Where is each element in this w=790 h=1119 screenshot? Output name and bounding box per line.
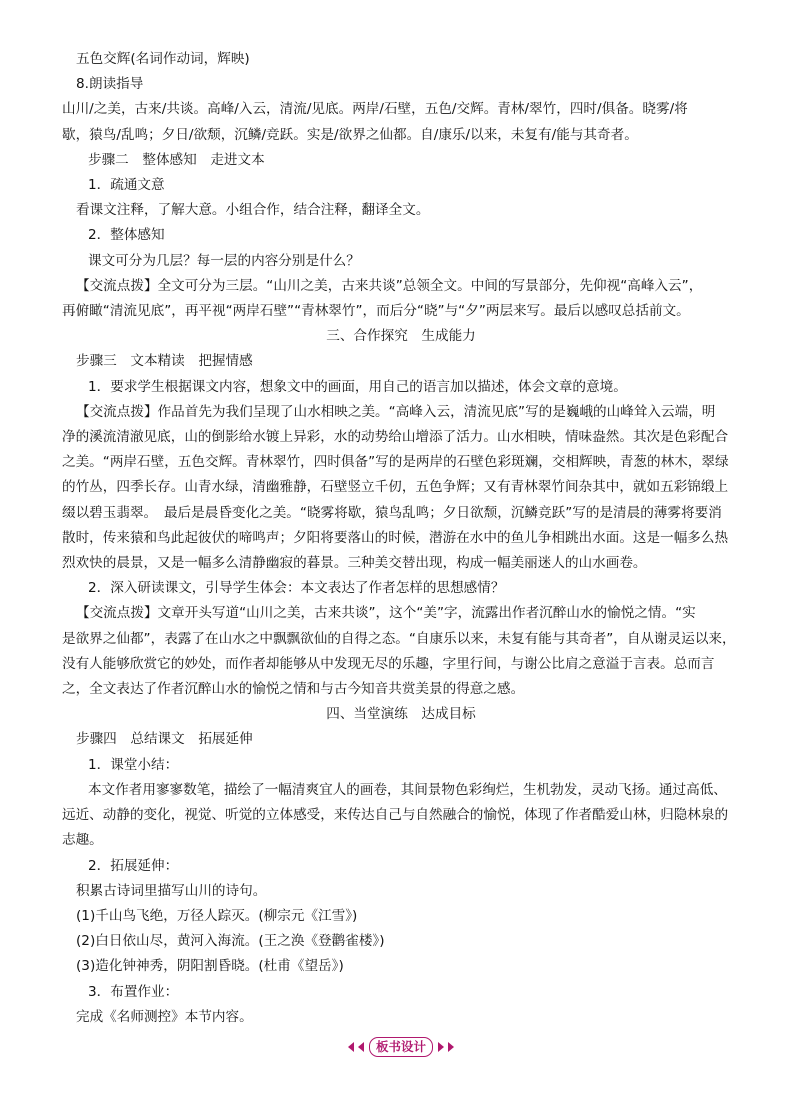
discussion-line: 【交流点拨】全文可分为三层。“山川之美，古来共谈”总领全文。中间的写景部分，先仰视“高峰入云”， — [76, 277, 703, 294]
subheading: 2．整体感知 — [88, 227, 165, 244]
left-chevrons-icon — [346, 1042, 365, 1052]
discussion-line: 再俯瞰“清流见底”，再平视“两岸石壁”“青林翠竹”，而后分“晓”与“夕”两层来写。最后以感叹总括前文。 — [62, 303, 690, 320]
poem-line: (3)造化钟神秀，阴阳割昏晓。(杜甫《望岳》) — [76, 958, 344, 975]
summary-line: 远近、动静的变化，视觉、听觉的立体感受，来传达自己与自然融合的愉悦，体现了作者酷爱山林，归隐林泉的 — [62, 807, 729, 824]
subheading: 3．布置作业： — [88, 983, 179, 1000]
footer-badge-row — [62, 1036, 740, 1060]
discussion-line: 【交流点拨】作品首先为我们呈现了山水相映之美。“高峰入云，清流见底”写的是巍峨的山峰耸入云端，明 — [76, 403, 716, 420]
question-line: 2．深入研读课文，引导学生体会：本文表达了作者怎样的思想感情？ — [88, 580, 505, 597]
step-heading: 步骤四 总结课文 拓展延伸 — [76, 731, 253, 748]
poem-line: (2)白日依山尽，黄河入海流。(王之涣《登鹳雀楼》) — [76, 933, 385, 950]
discussion-line: 缀以碧玉翡翠。 最后是晨昏变化之美。“晓雾将歇，猿鸟乱鸣；夕日欲颓，沉鳞竞跃”写的是清晨的薄雾将要消 — [62, 504, 722, 521]
section-heading: 四、当堂演练 达成目标 — [326, 706, 476, 723]
document-body — [62, 47, 740, 1060]
subheading: 8.朗读指导 — [76, 76, 144, 93]
subheading: 2．拓展延伸： — [88, 857, 179, 874]
discussion-line: 之，全文表达了作者沉醉山水的愉悦之情和与古今知音共赏美景的得意之感。 — [62, 681, 525, 698]
poem-line: (1)千山鸟飞绝，万径人踪灭。(柳宗元《江雪》) — [76, 907, 358, 924]
footer-badge — [346, 1037, 456, 1057]
question-line: 1．要求学生根据课文内容，想象文中的画面，用自己的语言加以描述，体会文章的意境。 — [88, 378, 627, 395]
discussion-line: 散时，传来猿和鸟此起彼伏的啼鸣声；夕阳将要落山的时候，潜游在水中的鱼儿争相跳出水面。这是一幅多么热 — [62, 529, 729, 546]
discussion-line: 烈欢快的晨景，又是一幅多么清静幽寂的暮景。三种美交替出现，构成一幅美丽迷人的山水画卷。 — [62, 555, 647, 572]
footer-badge-label: 板书设计 — [369, 1037, 433, 1057]
discussion-line: 【交流点拨】文章开头写道“山川之美，古来共谈”，这个“美”字，流露出作者沉醉山水的愉悦之情。“实 — [76, 605, 696, 622]
discussion-line: 没有人能够欣赏它的妙处，而作者却能够从中发现无尽的乐趣，字里行间，与谢公比肩之意溢于言表。总而言 — [62, 655, 715, 672]
subheading: 1．疏通文意 — [88, 177, 165, 194]
step-heading: 步骤二 整体感知 走进文本 — [88, 151, 265, 168]
subheading: 1．课堂小结： — [88, 756, 179, 773]
homework-line: 完成《名师测控》本节内容。 — [76, 1008, 253, 1025]
paragraph-line: 看课文注释，了解大意。小组合作，结合注释，翻译全文。 — [76, 202, 430, 219]
discussion-line: 净的溪流清澈见底，山的倒影给水镀上异彩，水的动势给山增添了活力。山水相映，情味盎然。其次是色彩配合 — [62, 429, 729, 446]
section-heading: 三、合作探究 生成能力 — [326, 328, 476, 345]
paragraph-line: 积累古诗词里描写山川的诗句。 — [76, 882, 267, 899]
discussion-line: 是欲界之仙都”，表露了在山水之中飘飘欲仙的自得之态。“自康乐以来，未复有能与其奇者”，自从谢灵运以来， — [62, 630, 736, 647]
reading-guide-line: 山川/之美，古来/共谈。高峰/入云，清流/见底。两岸/石壁，五色/交辉。青林/翠竹，四时/俱备。晓雾/将 — [62, 101, 688, 118]
summary-line: 志趣。 — [62, 832, 103, 849]
discussion-line: 的竹丛，四季长存。山青水绿，清幽雅静，石壁竖立千仞，五色争辉；又有青林翠竹间杂其中，就如五彩锦缎上 — [62, 479, 729, 496]
summary-line: 本文作者用寥寥数笔，描绘了一幅清爽宜人的画卷，其间景物色彩绚烂，生机勃发，灵动飞扬。通过高低、 — [88, 781, 727, 798]
discussion-line: 之美。“两岸石壁，五色交辉。青林翠竹，四时俱备”写的是两岸的石壁色彩斑斓，交相辉映，青葱的林木，翠绿 — [62, 454, 729, 471]
step-heading: 步骤三 文本精读 把握情感 — [76, 353, 253, 370]
reading-guide-line: 歇，猿鸟/乱鸣；夕日/欲颓，沉鳞/竞跃。实是/欲界之仙都。自/康乐/以来，未复有/能与其奇者。 — [62, 126, 638, 143]
right-chevrons-icon — [437, 1042, 456, 1052]
annotation-line: 五色交辉(名词作动词，辉映) — [76, 51, 250, 67]
question-line: 课文可分为几层？每一层的内容分别是什么？ — [88, 252, 360, 269]
